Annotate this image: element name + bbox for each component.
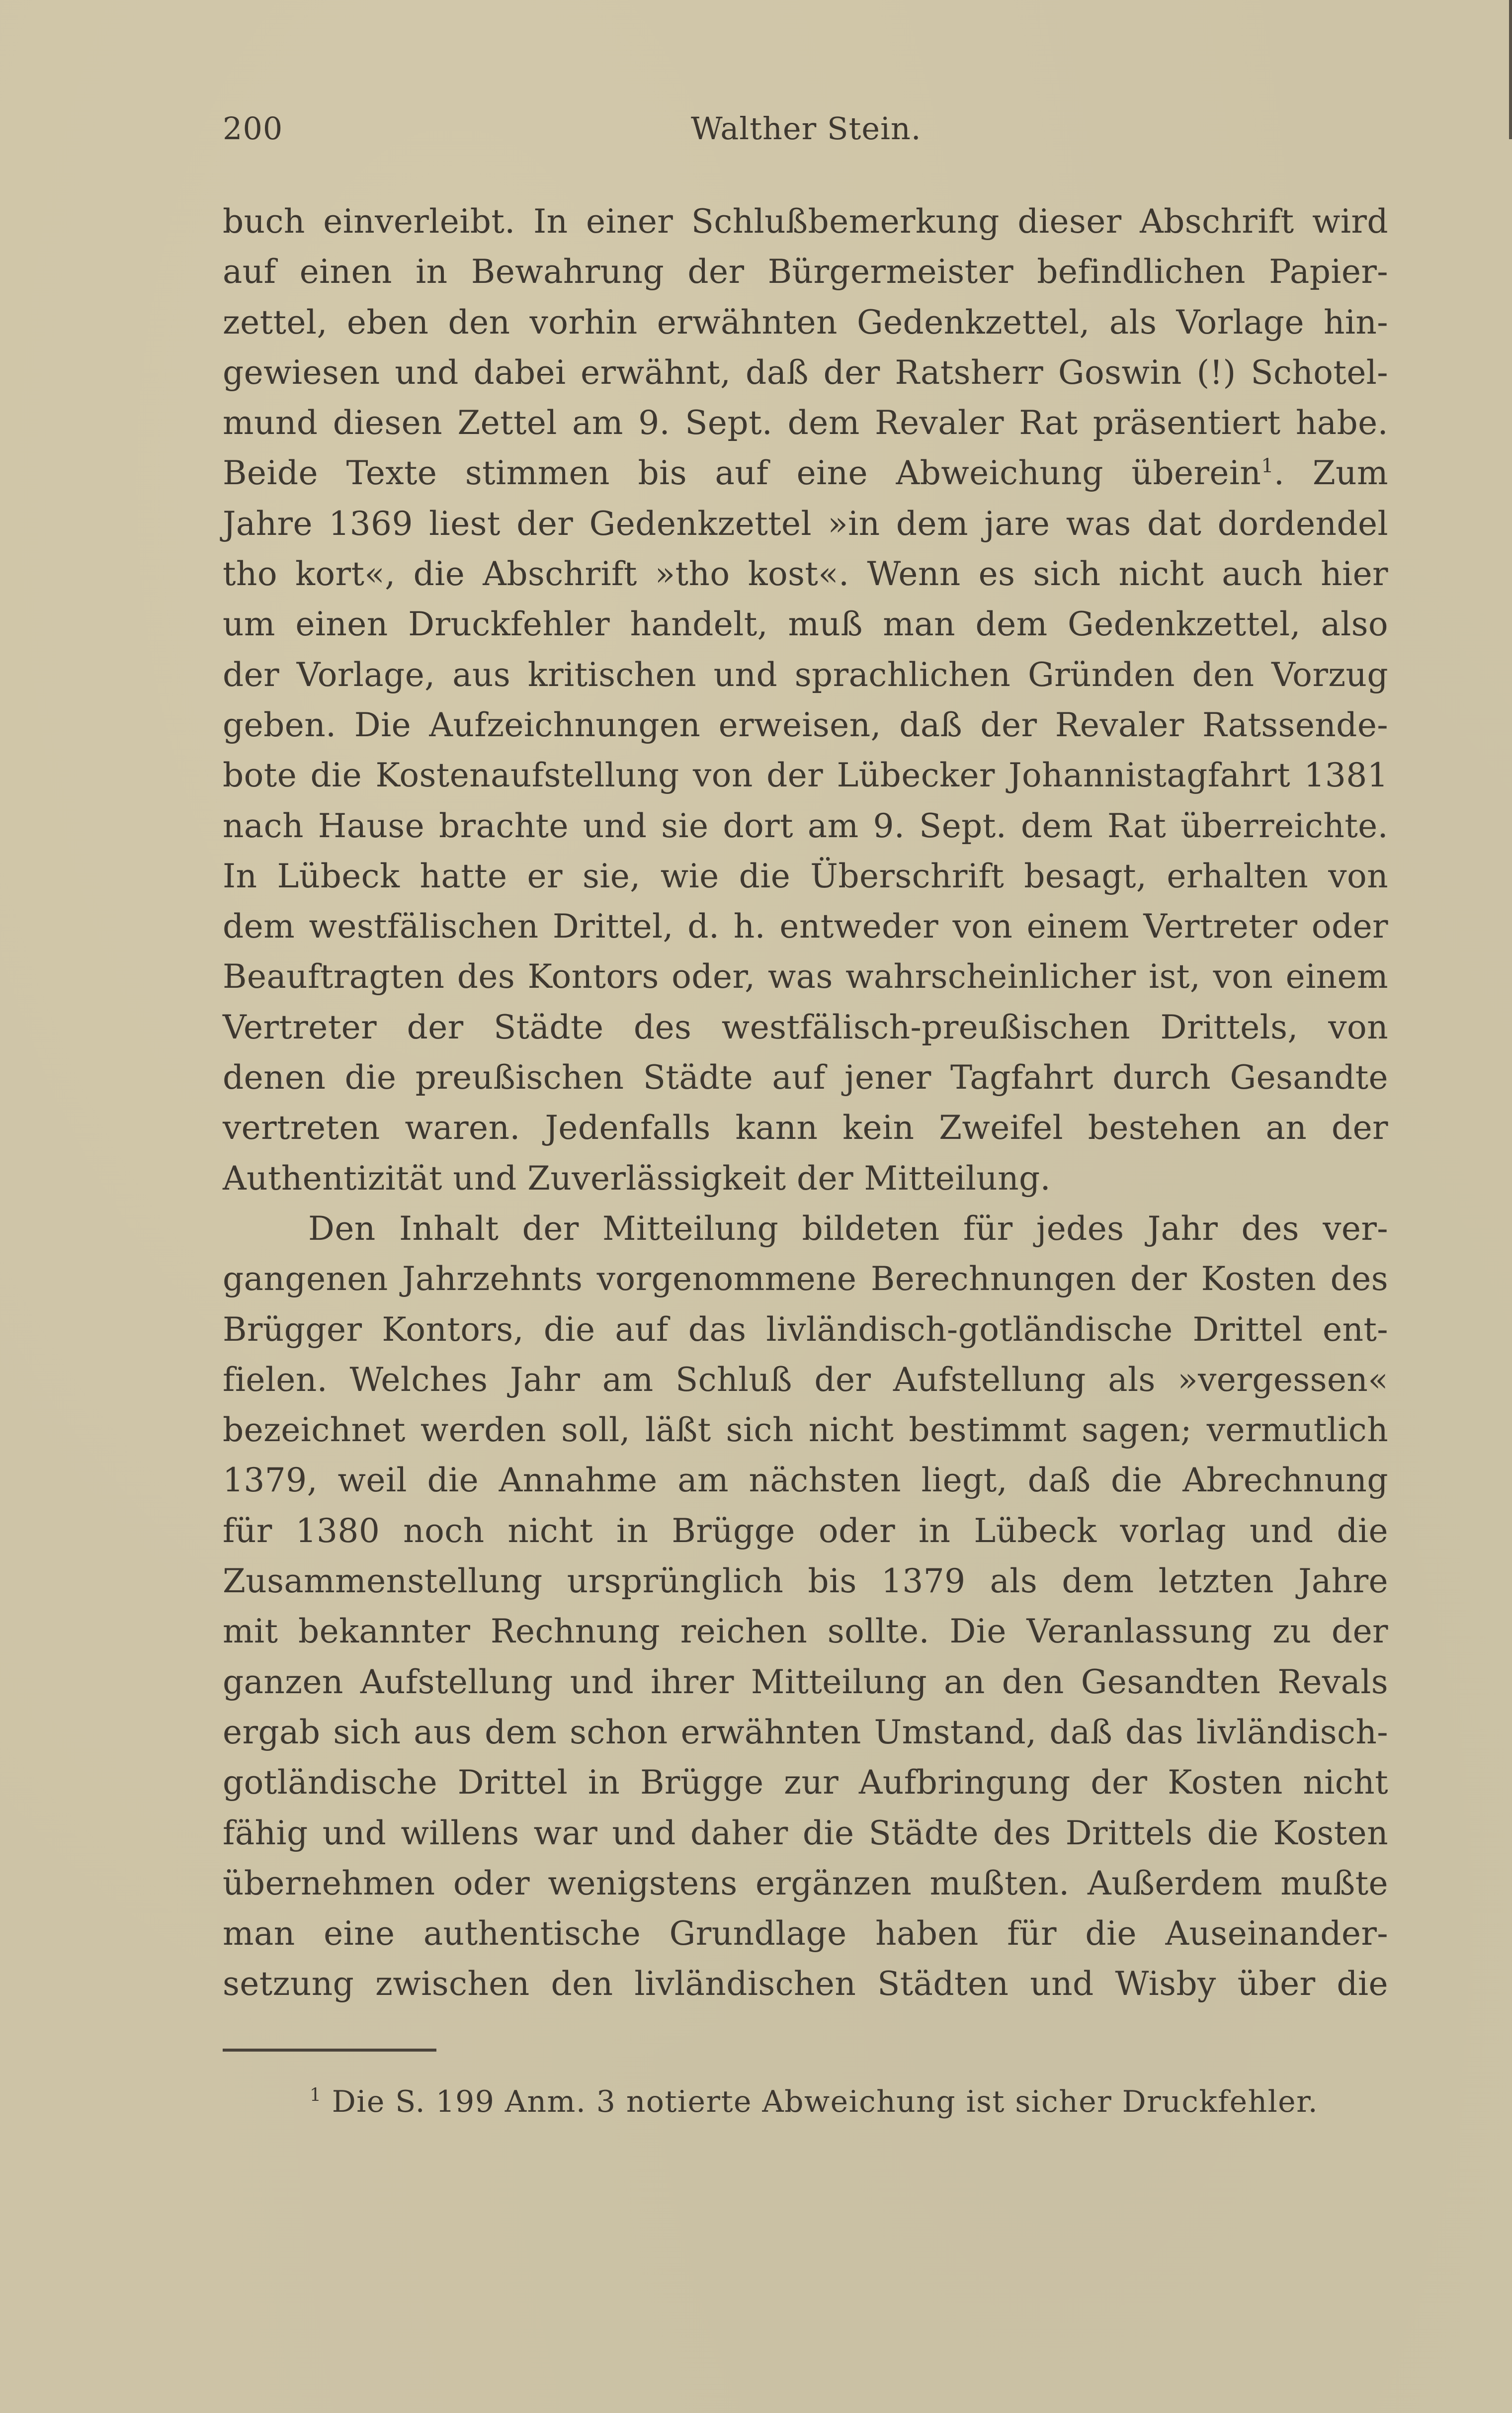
text-line: Zusammenstellung ursprünglich bis 1379 als dem letzten Jahre [223,1562,1388,1601]
running-header [223,110,1391,155]
text-line: ergab sich aus dem schon erwähnten Umstand, daß das livländisch- [223,1713,1388,1751]
text-line: ganzen Aufstellung und ihrer Mitteilung an den Gesandten Revals [223,1662,1388,1701]
text-line: zettel, eben den vorhin erwähnten Gedenkzettel, als Vorlage hin- [223,303,1388,342]
text-line: buch einverleibt. In einer Schlußbemerkung dieser Abschrift wird [223,202,1388,241]
page-number: 200 [223,110,283,147]
text-line: auf einen in Bewahrung der Bürgermeister befindlichen Papier- [223,253,1388,291]
body-text [223,196,1388,2009]
text-line: Jahre 1369 liest der Gedenkzettel »in dem jare was dat dordendel [223,504,1388,543]
footnote-reference: 1 [1261,454,1274,478]
footnote-separator [223,2049,436,2052]
text-line: fähig und willens war und daher die Städte des Drittels die Kosten [223,1813,1388,1852]
text-line: gangenen Jahrzehnts vorgenommene Berechnungen der Kosten des [223,1260,1388,1298]
text-line: tho kort«, die Abschrift »tho kost«. Wenn es sich nicht auch hier [223,555,1388,594]
text-line: gotländische Drittel in Brügge zur Aufbringung der Kosten nicht [223,1763,1388,1802]
footnote-text: Die S. 199 Anm. 3 notierte Abweichung ist sicher Druckfehler. [332,2084,1319,2119]
text-line: mund diesen Zettel am 9. Sept. dem Revaler Rat präsentiert habe. [223,404,1388,442]
text-line: bote die Kostenaufstellung von der Lübecker Johannistagfahrt 1381 [223,756,1388,795]
text-line: bezeichnet werden soll, läßt sich nicht bestimmt sagen; vermutlich [223,1411,1388,1450]
text-line: geben. Die Aufzeichnungen erweisen, daß der Revaler Ratssende- [223,705,1388,744]
text-line: denen die preußischen Städte auf jener Tagfahrt durch Gesandte [223,1058,1388,1097]
text-line: Den Inhalt der Mitteilung bildeten für jedes Jahr des ver- [308,1209,1388,1248]
text-line: mit bekannter Rechnung reichen sollte. Die Veranlassung zu der [223,1612,1388,1651]
text-line: gewiesen und dabei erwähnt, daß der Ratsherr Goswin (!) Schotel- [223,353,1388,392]
text-line: Beauftragten des Kontors oder, was wahrscheinlicher ist, von einem [223,957,1388,996]
text-line: In Lübeck hatte er sie, wie die Überschrift besagt, erhalten von [223,857,1388,895]
text-line: für 1380 noch nicht in Brügge oder in Lübeck vorlag und die [223,1511,1388,1550]
text-line: Brügger Kontors, die auf das livländisch-gotländische Drittel ent- [223,1310,1388,1349]
footnote-marker: 1 [310,2085,322,2106]
text-line: nach Hause brachte und sie dort am 9. Sept. dem Rat überreichte. [223,806,1388,845]
text-line: Authentizität und Zuverlässigkeit der Mitteilung. [223,1159,1051,1198]
text-line: der Vorlage, aus kritischen und sprachlichen Gründen den Vorzug [223,655,1388,694]
text-line: Vertreter der Städte des westfälisch-preußischen Drittels, von [223,1008,1388,1046]
text-line: setzung zwischen den livländischen Städten und Wisby über die [223,1965,1388,2003]
text-line: übernehmen oder wenigstens ergänzen mußten. Außerdem mußte [223,1864,1388,1902]
text-line: um einen Druckfehler handelt, muß man dem Gedenkzettel, also [223,605,1388,644]
text-line: dem westfälischen Drittel, d. h. entweder von einem Vertreter oder [223,907,1388,946]
text-line: Beide Texte stimmen bis auf eine Abweichung überein$^1$. Zum [223,454,1388,493]
paragraph-1 [223,196,1388,1204]
text-line: fielen. Welches Jahr am Schluß der Aufstellung als »vergessen« [223,1360,1388,1399]
footnote [310,2084,1318,2119]
page-edge-mark [1509,0,1512,139]
text-line: vertreten waren. Jedenfalls kann kein Zweifel bestehen an der [223,1109,1388,1147]
text-line: 1379, weil die Annahme am nächsten liegt, daß die Abrechnung [223,1461,1388,1500]
paragraph-2 [223,1204,1388,2009]
running-title: Walther Stein. [691,110,922,147]
text-line: man eine authentische Grundlage haben für die Auseinander- [223,1914,1388,1953]
